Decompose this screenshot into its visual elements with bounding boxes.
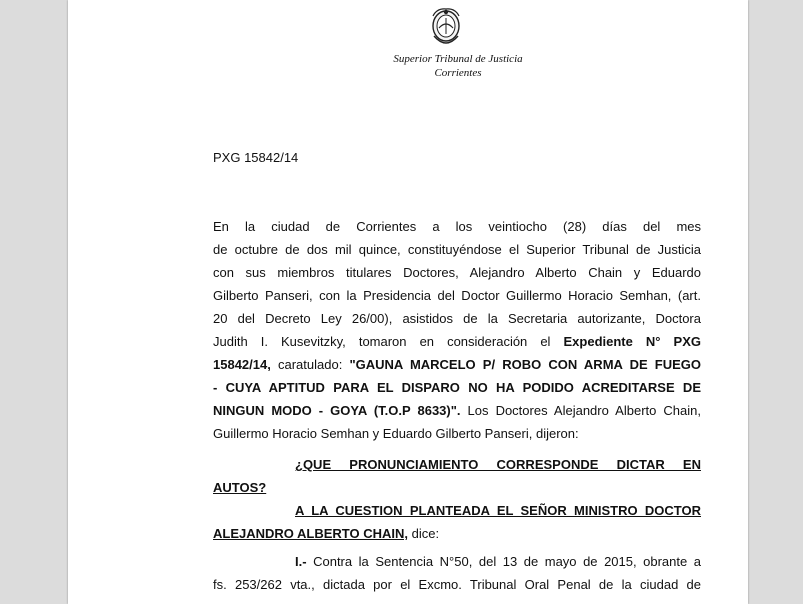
court-name: Superior Tribunal de Justicia xyxy=(393,53,523,65)
roman-numeral-i: I.- xyxy=(295,554,307,569)
answer-heading-line-2 xyxy=(213,525,701,543)
question-heading-line-1: ¿QUE PRONUNCIAMIENTO CORRESPONDE DICTAR EN xyxy=(295,457,701,472)
body-line-6 xyxy=(213,333,701,351)
minister-name: ALEJANDRO ALBERTO CHAIN, xyxy=(213,526,409,541)
item-1-line-2: fs. 253/262 vta., dictada por el Excmo. Tribunal Oral Penal de la ciudad de xyxy=(213,577,701,592)
case-title-part-2: - CUYA APTITUD PARA EL DISPARO NO HA PODIDO ACREDITARSE DE xyxy=(213,380,701,395)
body-line-7 xyxy=(213,356,701,374)
body-line-2: de octubre de dos mil quince, constituyéndose el Superior Tribunal de Justicia xyxy=(213,242,701,257)
case-title-part-3: NINGUN MODO - GOYA (T.O.P 8633)". xyxy=(213,403,461,418)
item-1-text: Contra la Sentencia N°50, del 13 de mayo de 2015, obrante a xyxy=(306,554,701,569)
answer-heading-line-1: A LA CUESTION PLANTEADA EL SEÑOR MINISTRO DOCTOR xyxy=(295,503,701,518)
question-heading-line-2: AUTOS? xyxy=(213,480,267,495)
provincial-seal-icon xyxy=(429,6,463,50)
body-line-9 xyxy=(213,402,701,420)
case-number: PXG 15842/14 xyxy=(213,150,299,165)
body-line-10: Guillermo Horacio Semhan y Eduardo Gilberto Panseri, dijeron: xyxy=(213,426,579,441)
case-title-part-1: "GAUNA MARCELO P/ ROBO CON ARMA DE FUEGO xyxy=(349,357,701,372)
dice-label: dice: xyxy=(408,526,440,541)
body-line-1: En la ciudad de Corrientes a los veintiocho (28) días del mes xyxy=(213,219,701,234)
judges-intro: Los Doctores Alejandro Alberto Chain, xyxy=(460,403,701,418)
viewer-right-gutter xyxy=(748,0,803,604)
item-1-line-1 xyxy=(295,553,701,571)
viewer-left-gutter xyxy=(0,0,68,604)
court-city: Corrientes xyxy=(434,67,482,79)
body-line-5: 20 del Decreto Ley 26/00), asistidos de la Secretaria autorizante, Doctora xyxy=(213,311,701,326)
body-line-6-text: Judith I. Kusevitzky, tomaron en consideración el xyxy=(213,334,564,349)
caratulado-label: caratulado: xyxy=(270,357,350,372)
body-line-3: con sus miembros titulares Doctores, Alejandro Alberto Chain y Eduardo xyxy=(213,265,701,280)
expediente-label: Expediente N° PXG xyxy=(563,334,701,349)
body-line-4: Gilberto Panseri, con la Presidencia del Doctor Guillermo Horacio Semhan, (art. xyxy=(213,288,701,303)
expediente-number: 15842/14, xyxy=(213,357,271,372)
document-page xyxy=(68,0,748,604)
